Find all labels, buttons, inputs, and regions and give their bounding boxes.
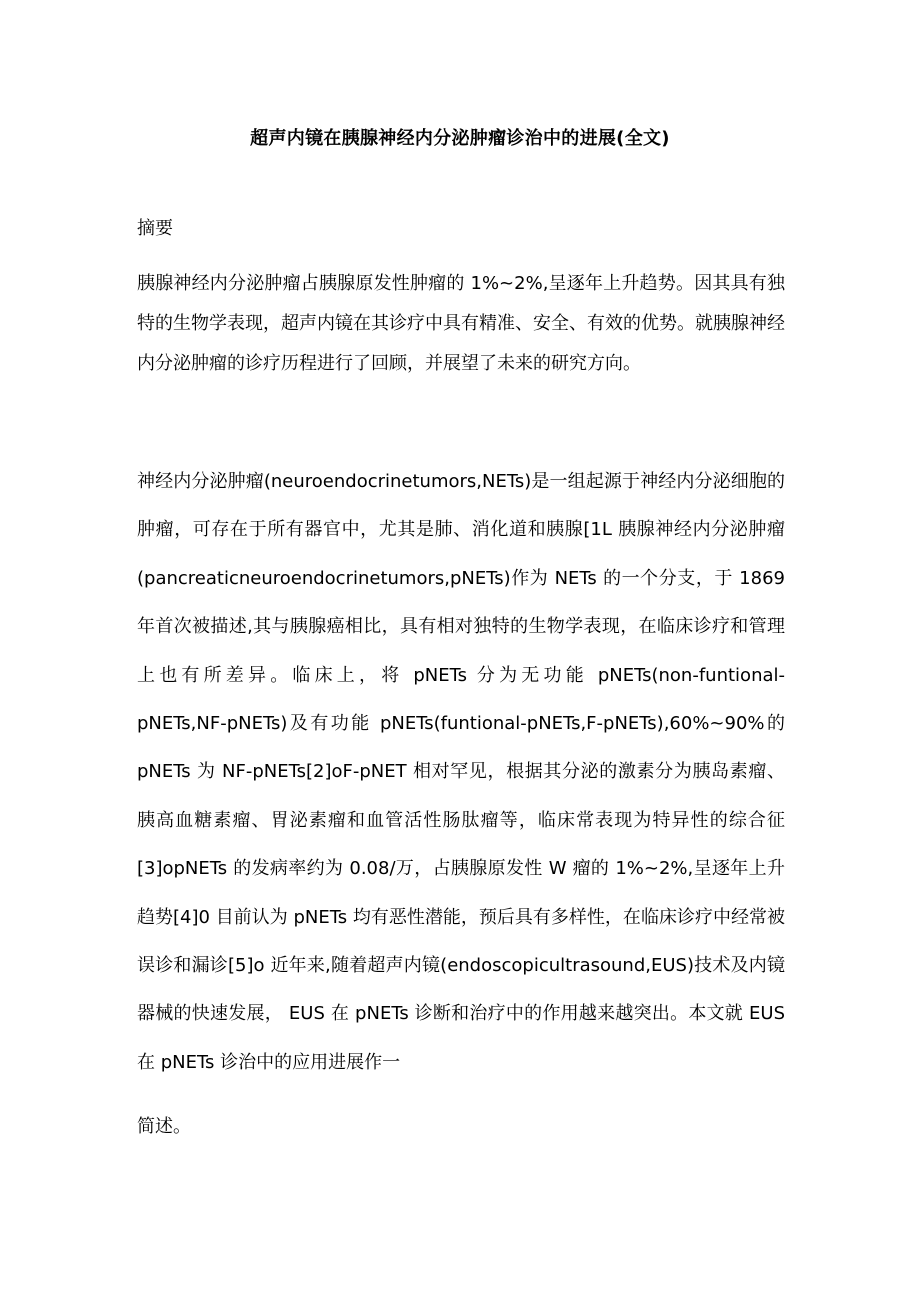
abstract-paragraph: 胰腺神经内分泌肿瘤占胰腺原发性肿瘤的 1%~2%,呈逐年上升趋势。因其具有独特的生物学表现，超声内镜在其诊疗中具有精准、安全、有效的优势。就胰腺神经内分泌肿瘤的诊疗历程进行了回顾，并展望了未来的研究方向。 [137, 273, 785, 374]
body-paragraph: 神经内分泌肿瘤(neuroendocrinetumors,NETs)是一组起源于神经内分泌细胞的肿瘤，可存在于所有器官中，尤其是肺、消化道和胰腺[1L 胰腺神经内分泌肿瘤(pancreaticneuroendocrinetumors,pNETs)作为 NETs 的一个分支，于 1869 年首次被描述,其与胰腺癌相比，具有相对独特的生物学表现，在临床诊疗和管理上也有所差异。临床上，将 pNETs 分为无功能 pNETs(non-funtional-pNETs,NF-pNETs)及有功能 pNETs(funtional-pNETs,F-pNETs),60%~90%的 pNETs 为 NF-pNETs[2]oF-pNET 相对罕见，根据其分泌的激素分为胰岛素瘤、胰高血糖素瘤、胃泌素瘤和血管活性肠肽瘤等，临床常表现为特异性的综合征[3]opNETs 的发病率约为 0.08/万，占胰腺原发性 W 瘤的 1%~2%,呈逐年上升趋势[4]0 目前认为 pNETs 均有恶性潜能，预后具有多样性，在临床诊疗中经常被误诊和漏诊[5]o 近年来,随着超声内镜(endoscopicultrasound,EUS)技术及内镜器械的快速发展， EUS 在 pNETs 诊断和治疗中的作用越来越突出。本文就 EUS 在 pNETs 诊治中的应用进展作一 [137, 471, 785, 1073]
document-title: 超声内镜在胰腺神经内分泌肿瘤诊治中的进展(全文) [250, 128, 670, 149]
closing-text: 简述。 [137, 1116, 191, 1137]
abstract-heading: 摘要 [137, 218, 173, 239]
